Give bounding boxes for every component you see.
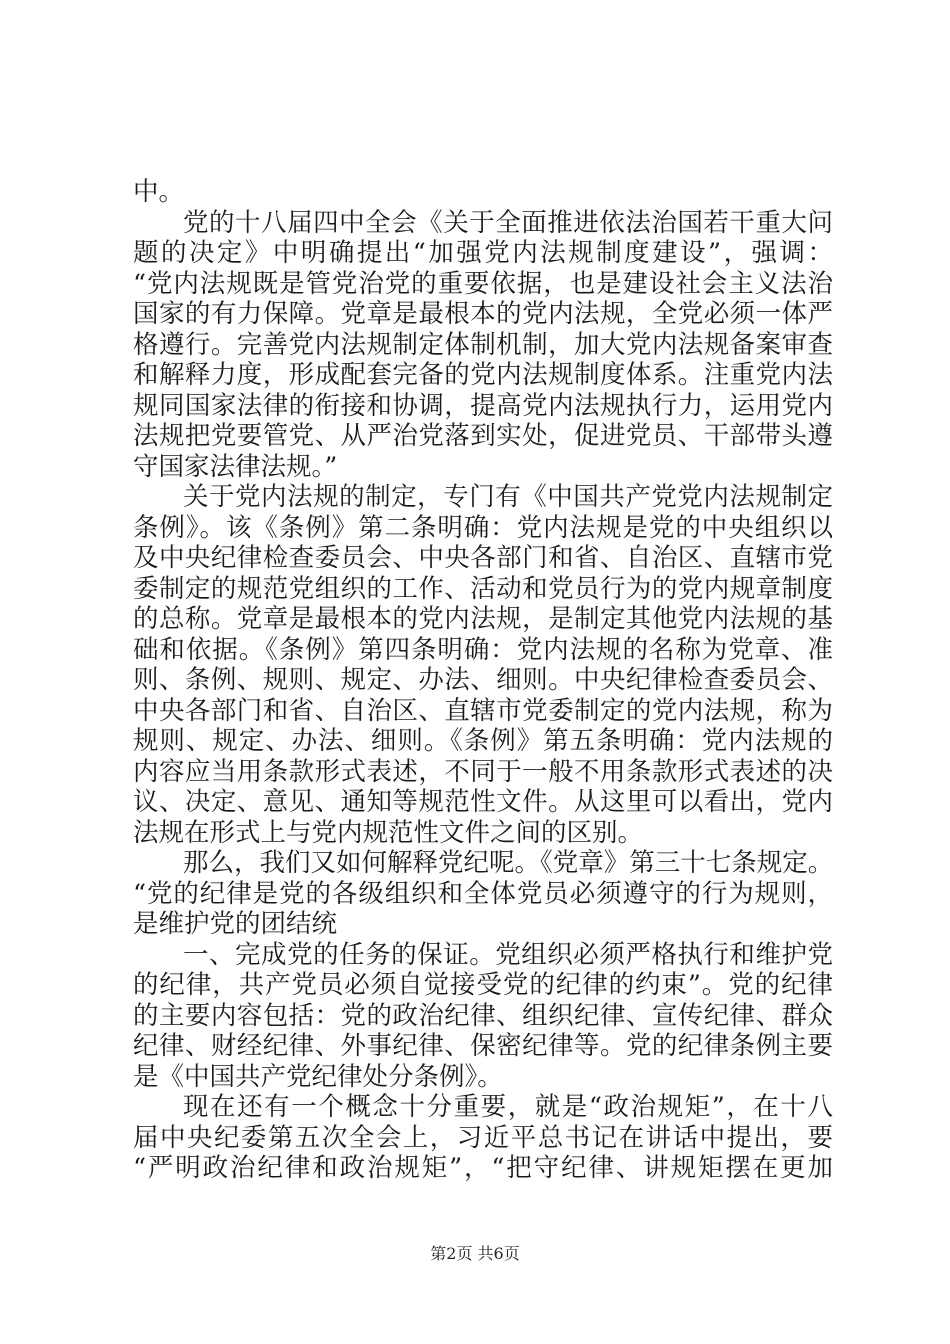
text-line: 届中央纪委第五次全会上，习近平总书记在讲话中提出，要: [133, 1122, 833, 1153]
text-line: 则、条例、规则、规定、办法、细则。中央纪律检查委员会、: [133, 665, 833, 695]
text-line: 议、决定、意见、通知等规范性文件。从这里可以看出，党内: [133, 787, 833, 817]
text-line: 题的决定》中明确提出“加强党内法规制度建设”，强调：: [133, 238, 833, 268]
text-line: 中央各部门和省、自治区、直辖市党委制定的党内法规，称为: [133, 695, 833, 726]
paragraph-first-line: 那么，我们又如何解释党纪呢。《党章》第三十七条规定。: [183, 848, 834, 878]
text-line: “严明政治纪律和政治规矩”，“把守纪律、讲规矩摆在更加: [133, 1153, 833, 1183]
paragraph-first-line: 党的十八届四中全会《关于全面推进依法治国若干重大问: [183, 207, 833, 238]
text-line: 规同国家法律的衔接和协调，提高党内法规执行力，运用党内: [133, 390, 833, 421]
text-line: 纪律、财经纪律、外事纪律、保密纪律等。党的纪律条例主要: [133, 1031, 833, 1061]
text-line: 内容应当用条款形式表述，不同于一般不用条款形式表述的决: [133, 756, 833, 787]
text-line: 的主要内容包括：党的政治纪律、组织纪律、宣传纪律、群众: [133, 1000, 833, 1031]
text-line: 国家的有力保障。党章是最根本的党内法规，全党必须一体严: [133, 299, 833, 329]
text-line: 是维护党的团结统: [133, 909, 338, 939]
text-line: 守国家法律法规。”: [133, 451, 338, 482]
text-line: 的总称。党章是最根本的党内法规，是制定其他党内法规的基: [133, 604, 833, 634]
text-line: 条例》。该《条例》第二条明确：党内法规是党的中央组织以: [133, 512, 833, 543]
paragraph-first-line: 现在还有一个概念十分重要，就是“政治规矩”，在十八: [183, 1092, 833, 1122]
text-line: 格遵行。完善党内法规制定体制机制，加大党内法规备案审查: [133, 329, 833, 360]
text-line: “党的纪律是党的各级组织和全体党员必须遵守的行为规则，: [133, 878, 833, 909]
text-line: 法规在形式上与党内规范性文件之间的区别。: [133, 817, 644, 848]
page-footer: 第2页 共6页: [430, 1244, 520, 1263]
text-line: 及中央纪律检查委员会、中央各部门和省、自治区、直辖市党: [133, 543, 833, 573]
text-line: 是《中国共产党纪律处分条例》。: [133, 1061, 503, 1092]
text-line: 中。: [133, 177, 185, 207]
paragraph-first-line: 一、完成党的任务的保证。党组织必须严格执行和维护党: [183, 939, 833, 970]
text-line: 委制定的规范党组织的工作、活动和党员行为的党内规章制度: [133, 573, 833, 604]
text-line: 的纪律，共产党员必须自觉接受党的纪律的约束”。党的纪律: [133, 970, 833, 1000]
text-line: 规则、规定、办法、细则。《条例》第五条明确：党内法规的: [133, 726, 833, 756]
text-line: 础和依据。《条例》第四条明确：党内法规的名称为党章、准: [133, 634, 833, 665]
paragraph-first-line: 关于党内法规的制定，专门有《中国共产党党内法规制定: [183, 482, 833, 512]
text-line: “党内法规既是管党治党的重要依据，也是建设社会主义法治: [133, 268, 833, 299]
text-line: 和解释力度，形成配套完备的党内法规制度体系。注重党内法: [133, 360, 833, 390]
text-line: 法规把党要管党、从严治党落到实处，促进党员、干部带头遵: [133, 421, 833, 451]
